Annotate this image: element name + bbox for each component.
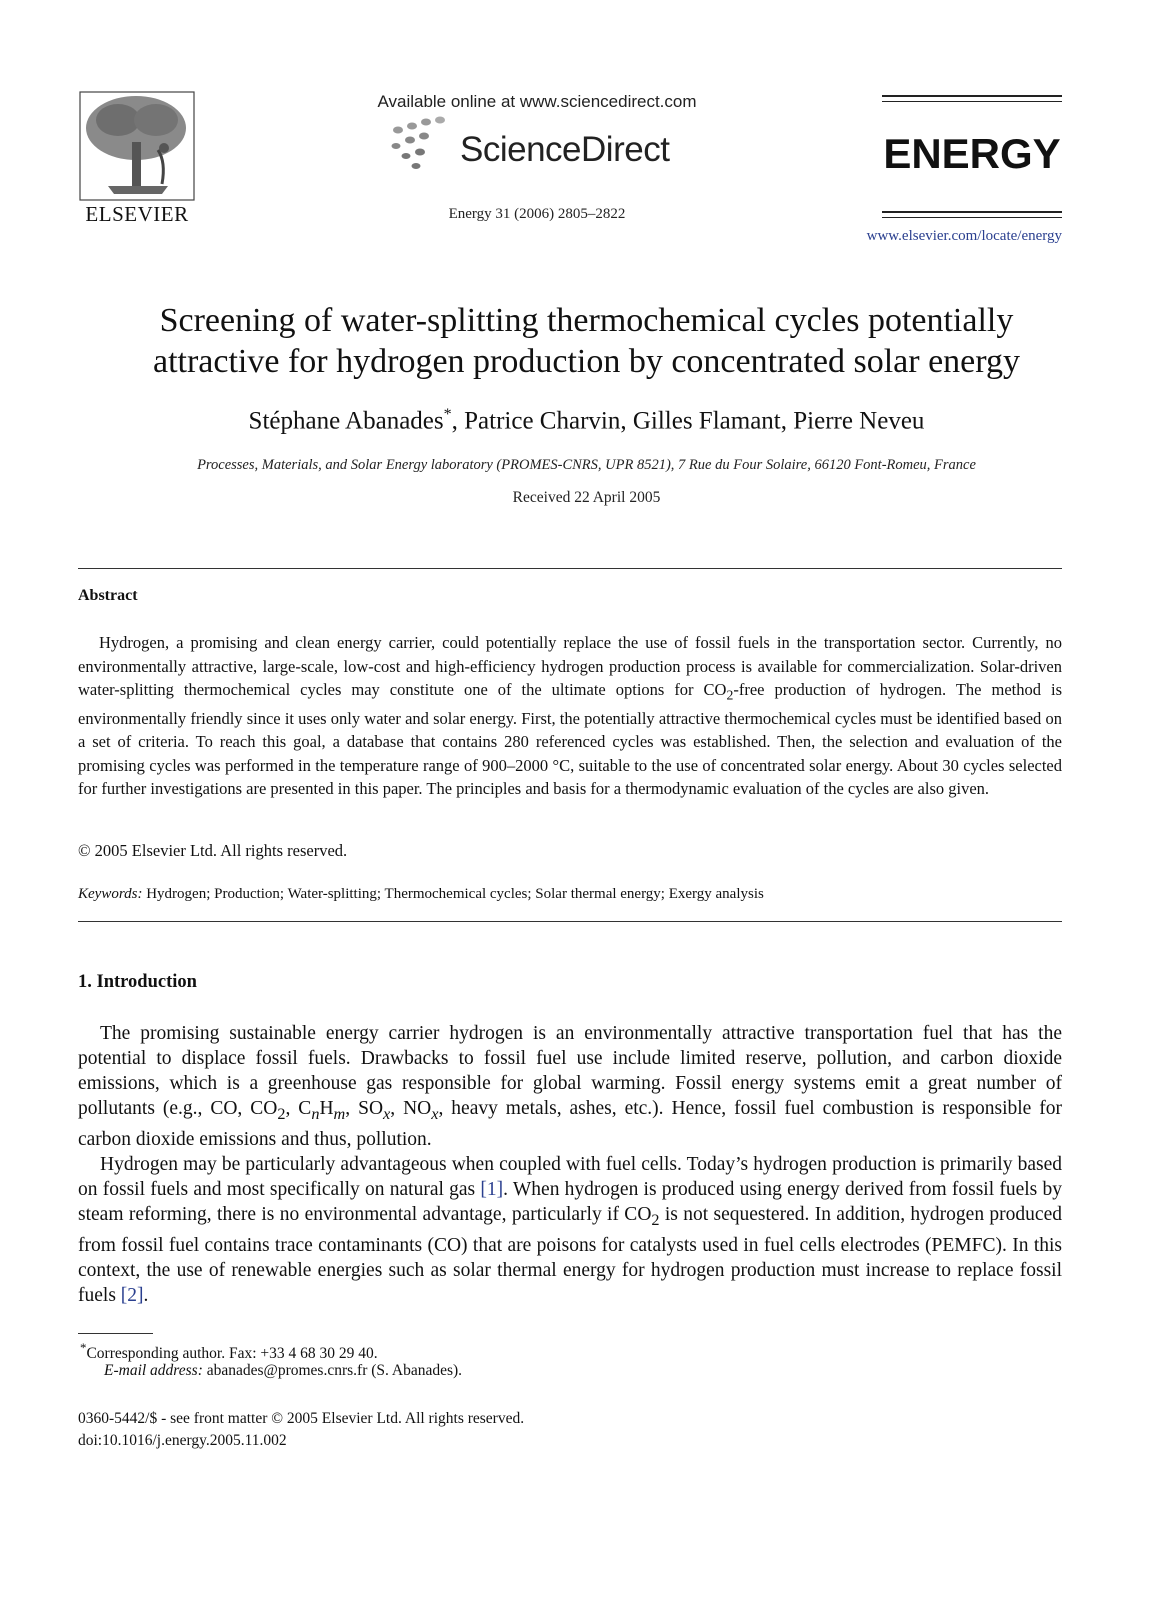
article-title bbox=[60, 300, 1113, 382]
subscript: m bbox=[333, 1104, 346, 1123]
received-date: Received 22 April 2005 bbox=[512, 489, 661, 506]
subscript: x bbox=[431, 1104, 439, 1123]
author-name[interactable]: Stéphane Abanades bbox=[248, 407, 444, 435]
text-run: , C bbox=[285, 1098, 312, 1119]
header-rule bbox=[882, 95, 1062, 97]
keywords bbox=[78, 886, 764, 903]
email-note bbox=[104, 1362, 462, 1380]
subscript: 2 bbox=[726, 687, 734, 703]
affiliation: Processes, Materials, and Solar Energy laboratory (PROMES-CNRS, UPR 8521), 7 Rue du Four Solaire, 66120 Font-Romeu, France bbox=[197, 457, 976, 473]
paragraph bbox=[78, 1021, 1062, 1152]
corresponding-mark[interactable]: * bbox=[443, 406, 452, 423]
text-run: . When hydrogen is produced using energy derived from fossil fuels by steam reforming, there is no environmental advantage, particularly if CO bbox=[78, 1178, 1062, 1225]
abstract-heading: Abstract bbox=[78, 587, 138, 604]
subscript: 2 bbox=[277, 1104, 286, 1123]
publisher-wordmark: ELSEVIER bbox=[85, 202, 189, 226]
text-run: Hydrogen may be particularly advantageous when coupled with fuel cells. Today’s hydrogen production is primarily based on fossil fuels and most specifically on natural gas bbox=[78, 1153, 1062, 1200]
section-heading-introduction: 1. Introduction bbox=[78, 972, 197, 992]
text-run: , heavy metals, ashes, etc.). Hence, fossil fuel combustion is responsible for carbon dioxide emissions and thus, pollution. bbox=[78, 1098, 1062, 1150]
keywords-list: Hydrogen; Production; Water-splitting; Thermochemical cycles; Solar thermal energy; Exergy analysis bbox=[146, 886, 764, 902]
abstract-text bbox=[78, 631, 1062, 801]
text-run: , SO bbox=[345, 1098, 384, 1119]
abstract-text-part: -free production of hydrogen. The method is environmentally friendly since it uses only water and solar energy. First, the potentially attractive thermochemical cycles must be identified based on a set of criteria. To reach this goal, a database that contains 280 referenced cycles was established. Then, the selection and evaluation of the promising cycles was performed in the temperature range of 900–2000 °C, suitable to the use of concentrated solar energy. About 30 cycles selected for further investigations are presented in this paper. The principles and basis for a thermodynamic evaluation of the cycles are also given. bbox=[78, 680, 1062, 799]
paragraph bbox=[78, 1152, 1062, 1308]
reference-link[interactable]: [2] bbox=[120, 1284, 144, 1306]
author-list bbox=[60, 406, 1113, 435]
keywords-label: Keywords: bbox=[78, 886, 143, 902]
introduction-body bbox=[78, 1021, 1062, 1308]
header-rule bbox=[882, 101, 1062, 102]
journal-url-link[interactable]: www.elsevier.com/locate/energy bbox=[866, 228, 1062, 244]
abstract-text-part: Hydrogen, a promising and clean energy carrier, could potentially replace the use of fossil fuels in the transportation sector. Currently, no environmentally attractive, large-scale, low-cost and high-efficiency hydrogen production process is available for commercialization. Solar-driven water-splitting thermochemical cycles may constitute one of the ultimate options for CO bbox=[78, 633, 1062, 699]
email-label: E-mail address: bbox=[104, 1362, 203, 1379]
title-line: attractive for hydrogen production by concentrated solar energy bbox=[153, 343, 1020, 380]
section-divider bbox=[78, 921, 1062, 922]
header-rule bbox=[882, 217, 1062, 218]
footnote-divider bbox=[78, 1333, 153, 1334]
text-run: H bbox=[319, 1098, 334, 1119]
text-run: is not sequestered. In addition, hydrogen produced from fossil fuel contains trace contaminants (CO) that are poisons for catalysts used in fuel cells electrodes (PEMFC). In this context, the use of renewable energies such as solar thermal energy for hydrogen production must increase to replace fossil fuels bbox=[78, 1203, 1062, 1306]
text-run: The promising sustainable energy carrier hydrogen is an environmentally attractive transportation fuel that has the potential to displace fossil fuels. Drawbacks to fossil fuel use include limited reserve, pollution, and carbon dioxide emissions, which is a greenhouse gas responsible for global warming. Fossil energy systems emit a great number of pollutants (e.g., CO, CO bbox=[78, 1023, 1062, 1119]
journal-citation: Energy 31 (2006) 2805–2822 bbox=[448, 206, 626, 222]
doi-link[interactable]: doi:10.1016/j.energy.2005.11.002 bbox=[78, 1432, 287, 1449]
text-run: . bbox=[143, 1284, 149, 1306]
abstract-copyright: © 2005 Elsevier Ltd. All rights reserved. bbox=[78, 841, 348, 860]
author-names: , Patrice Charvin, Gilles Flamant, Pierre Neveu bbox=[451, 407, 925, 435]
subscript: n bbox=[311, 1104, 320, 1123]
sciencedirect-wordmark: ScienceDirect bbox=[460, 130, 670, 169]
text-run: , NO bbox=[390, 1098, 432, 1119]
available-online-text: Available online at www.sciencedirect.com bbox=[377, 92, 697, 111]
fax-text: Corresponding author. Fax: +33 4 68 30 29 40. bbox=[86, 1345, 378, 1363]
reference-link[interactable]: [1] bbox=[480, 1178, 504, 1200]
journal-wordmark: ENERGY bbox=[883, 130, 1061, 177]
title-line: Screening of water-splitting thermochemical cycles potentially bbox=[159, 302, 1014, 339]
header-rule bbox=[882, 211, 1062, 213]
section-divider bbox=[78, 568, 1062, 569]
corresponding-mark: * bbox=[80, 1340, 87, 1355]
email-address[interactable]: abanades@promes.cnrs.fr (S. Abanades). bbox=[202, 1362, 463, 1379]
subscript: 2 bbox=[651, 1210, 660, 1229]
issn-line: 0360-5442/$ - see front matter © 2005 Elsevier Ltd. All rights reserved. bbox=[78, 1410, 525, 1427]
corresponding-author-note bbox=[78, 1340, 378, 1363]
subscript: x bbox=[383, 1104, 391, 1123]
